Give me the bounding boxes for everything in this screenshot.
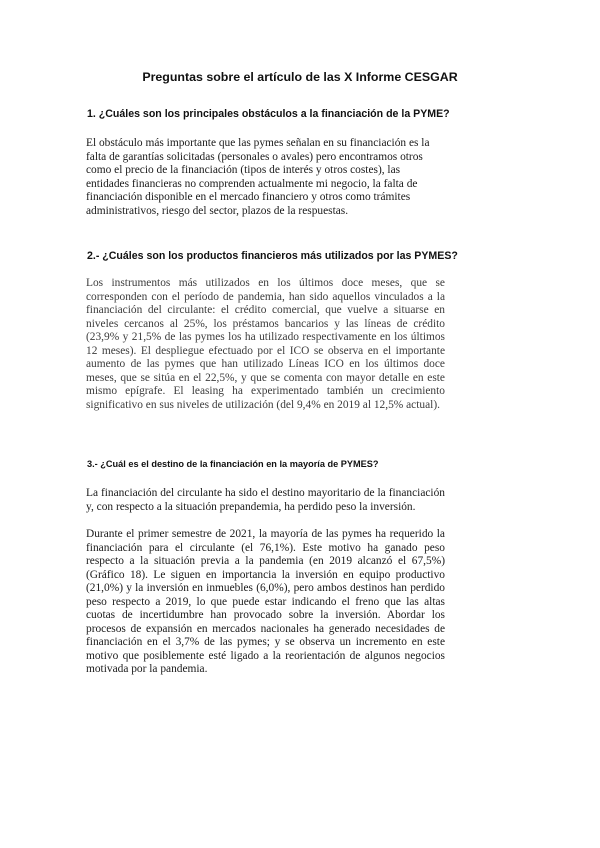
section-1-paragraph: El obstáculo más importante que las pymes señalan en su financiación es la falta de garantías solicitadas (personales o avales) pero encontramos otros como el precio de la financiación (tipos de interés y otros costes), las entidades financieras no comprenden actualmente mi negocio, la falta de financiación disponible en el mercado financiero y otros como trámites administrativos, riesgo del sector, plazos de la respuestas. [86,137,430,217]
section-2-paragraph: Los instrumentos más utilizados en los últimos doce meses, que se corresponden con el período de pandemia, han sido aquellos vinculados a la financiación del circulante: el crédito comercial, que vuelve a situarse en niveles cercanos al 25%, los préstamos bancarios y las líneas de crédito (23,9% y 21,5% de las pymes los ha utilizado respectivamente en los últimos 12 meses). El despliegue efectuado por el ICO se observa en el importante aumento de las pymes que han utilizado Líneas ICO en los últimos doce meses, que se sitúa en el 22,5%, y que se comenta con mayor detalle en este mismo epígrafe. El leasing ha experimentado también un crecimiento significativo en sus niveles de utilización (del 9,4% en 2019 al 12,5% actual). [86,277,445,411]
section-1-heading: 1. ¿Cuáles son los principales obstáculos a la financiación de la PYME? [87,108,450,120]
section-3-paragraph-2: Durante el primer semestre de 2021, la mayoría de las pymes ha requerido la financiación para el circulante (el 76,1%). Este motivo ha ganado peso respecto a la situación previa a la pandemia (en 2019 alcanzó el 67,5%) (Gráfico 18). Le siguen en importancia la inversión en equipo productivo (21,0%) y la inversión en inmuebles (6,0%), pero ambos destinos han perdido peso respecto a 2019, lo que puede estar indicando el freno que las altas cuotas de incertidumbre han provocado sobre la inversión. Abordar los procesos de expansión en mercados nacionales ha generado necesidades de financiación en el 3,7% de las pymes; y se observa un incremento en este motivo que posiblemente esté ligado a la reorientación de algunos negocios motivada por la pandemia. [86,528,445,675]
section-2-heading: 2.- ¿Cuáles son los productos financieros más utilizados por las PYMES? [87,250,458,262]
section-3-heading: 3.- ¿Cuál es el destino de la financiación en la mayoría de PYMES? [87,459,379,469]
document-title: Preguntas sobre el artículo de las X Informe CESGAR [142,70,458,84]
section-3-paragraph-1: La financiación del circulante ha sido el destino mayoritario de la financiación y, con respecto a la situación prepandemia, ha perdido peso la inversión. [86,487,445,513]
